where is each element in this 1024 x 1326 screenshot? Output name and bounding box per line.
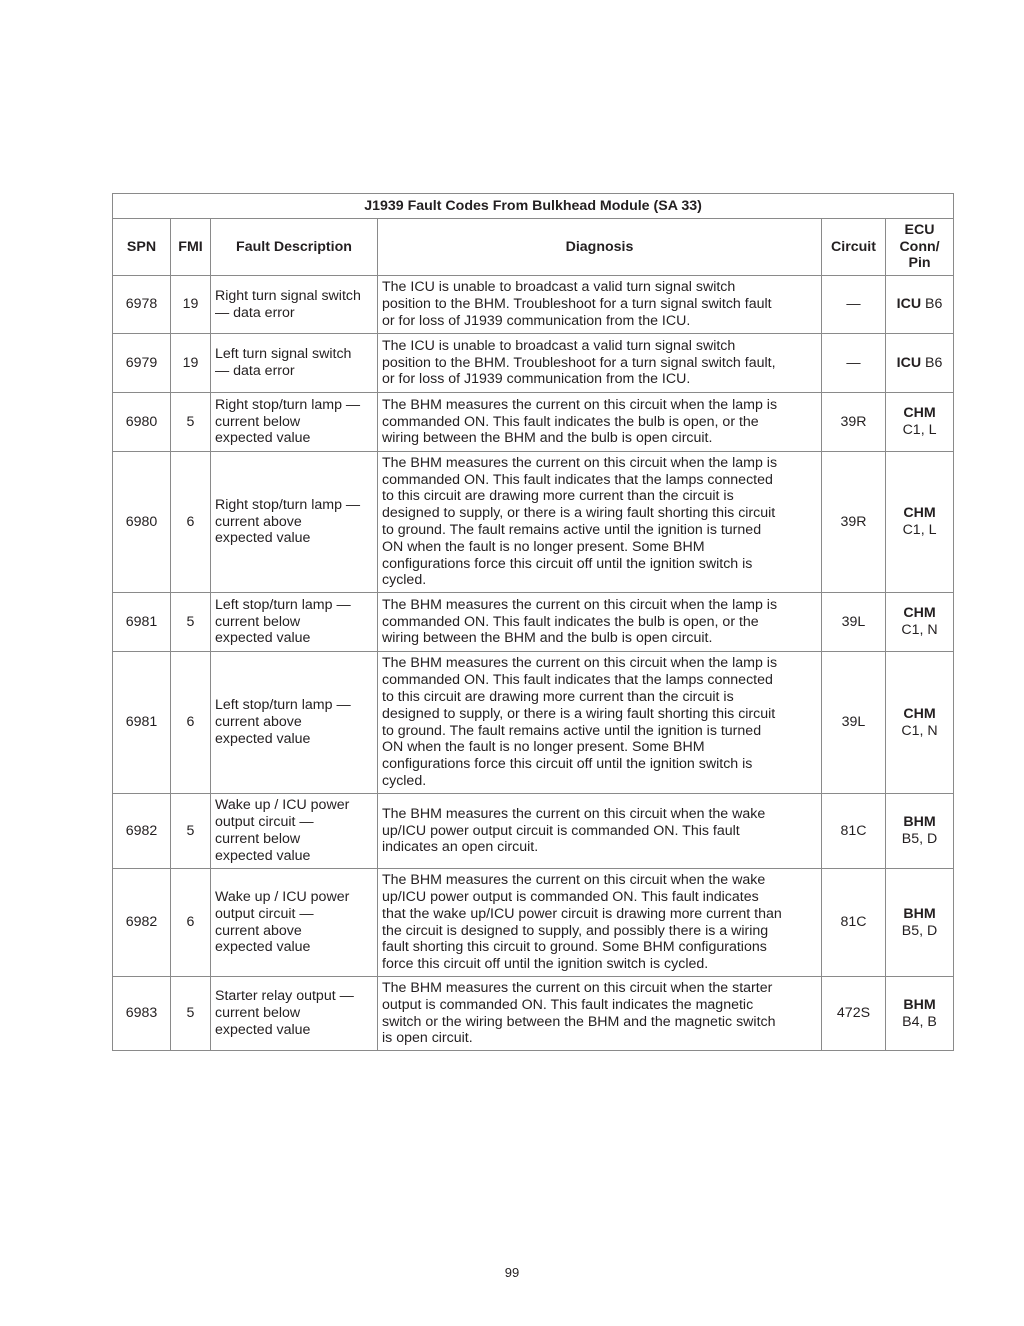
ecu-conn-pin-cell (886, 276, 954, 334)
ecu-module: ICU (896, 354, 922, 371)
diagnosis-line: commanded ON. This fault indicates that the lamps connected (382, 672, 773, 689)
fmi-cell: 19 (171, 334, 211, 393)
diagnosis-line: The ICU is unable to broadcast a valid turn signal switch (382, 279, 736, 296)
diagnosis-cell (378, 452, 822, 593)
fault-description-line: current above (215, 922, 302, 939)
fault-description-line: — data error (215, 304, 295, 321)
diagnosis-line: ON when the fault is no longer present. Some BHM (382, 538, 705, 555)
ecu-conn-pin-cell (886, 977, 954, 1051)
fmi-cell: 5 (171, 977, 211, 1051)
ecu-module: CHM (903, 705, 936, 722)
diagnosis-line: is open circuit. (382, 1030, 473, 1047)
fault-description-line: Right stop/turn lamp — (215, 496, 361, 513)
diagnosis-line: or for loss of J1939 communication from the ICU. (382, 312, 691, 329)
diagnosis-line: cycled. (382, 772, 427, 789)
circuit-cell: 39R (822, 452, 886, 593)
fault-description-line: expected value (215, 730, 311, 747)
diagnosis-line: output is commanded ON. This fault indicates the magnetic (382, 996, 754, 1013)
table-row (113, 276, 954, 334)
table-row (113, 869, 954, 977)
spn-cell: 6980 (113, 393, 171, 452)
diagnosis-line: configurations force this circuit off until the ignition switch is (382, 555, 753, 572)
diagnosis-line: cycled. (382, 572, 427, 589)
fault-description-cell (211, 593, 378, 652)
ecu-connector-pin: C1, N (901, 622, 938, 638)
diagnosis-line: commanded ON. This fault indicates that the lamps connected (382, 471, 773, 488)
table-row (113, 794, 954, 869)
fmi-cell: 5 (171, 393, 211, 452)
diagnosis-cell (378, 276, 822, 334)
fault-description-line: current below (215, 1005, 301, 1022)
spn-cell: 6981 (113, 593, 171, 652)
table-row (113, 393, 954, 452)
diagnosis-line: force this circuit off until the ignition switch is cycled. (382, 956, 709, 973)
diagnosis-line: commanded ON. This fault indicates the bulb is open, or the (382, 413, 759, 430)
diagnosis-line: The BHM measures the current on this circuit when the wake (382, 805, 766, 822)
fault-description-cell (211, 977, 378, 1051)
fault-description-line: Left turn signal switch (215, 346, 352, 363)
diagnosis-line: that the wake up/ICU power circuit is drawing more current than (382, 905, 782, 922)
fault-description-line: Right turn signal switch (215, 287, 361, 304)
circuit-cell: 81C (822, 794, 886, 869)
diagnosis-line: or for loss of J1939 communication from the ICU. (382, 371, 691, 388)
ecu-module: CHM (903, 505, 936, 521)
diagnosis-cell (378, 393, 822, 452)
column-header-row (113, 219, 954, 276)
header-ecu-line1: ECU (904, 221, 935, 238)
spn-cell: 6978 (113, 276, 171, 334)
ecu-connector-pin: B6 (925, 296, 943, 312)
circuit-cell: — (822, 276, 886, 334)
diagnosis-line: up/ICU power output circuit is commanded ON. This fault (382, 822, 740, 839)
diagnosis-line: The BHM measures the current on this circuit when the starter (382, 979, 773, 996)
table-row (113, 593, 954, 652)
fault-description-line: output circuit — (215, 905, 314, 922)
ecu-connector-pin: C1, L (902, 422, 937, 438)
ecu-connector-pin: B5, D (901, 922, 938, 939)
circuit-cell: — (822, 334, 886, 393)
ecu-module: BHM (903, 905, 936, 922)
table-row (113, 977, 954, 1051)
table-title: J1939 Fault Codes From Bulkhead Module (SA 33) (113, 194, 954, 219)
circuit-cell: 39L (822, 652, 886, 794)
fmi-cell: 6 (171, 869, 211, 977)
spn-cell: 6979 (113, 334, 171, 393)
diagnosis-line: ON when the fault is no longer present. Some BHM (382, 739, 705, 756)
ecu-module: ICU (896, 296, 922, 312)
fault-description-line: Left stop/turn lamp — (215, 697, 351, 714)
diagnosis-line: The BHM measures the current on this circuit when the lamp is (382, 655, 778, 672)
ecu-module: BHM (903, 996, 936, 1013)
page-number: 99 (504, 1265, 520, 1280)
diagnosis-line: The BHM measures the current on this circuit when the lamp is (382, 396, 778, 413)
diagnosis-line: wiring between the BHM and the bulb is open circuit. (382, 430, 713, 447)
circuit-cell: 39L (822, 593, 886, 652)
spn-cell: 6982 (113, 869, 171, 977)
diagnosis-line: configurations force this circuit off until the ignition switch is (382, 756, 753, 773)
fault-description-line: Left stop/turn lamp — (215, 596, 351, 613)
fault-description-line: current below (215, 413, 301, 430)
fault-description-line: expected value (215, 430, 311, 447)
header-circuit: Circuit (822, 219, 886, 276)
fault-description-line: current above (215, 714, 302, 731)
ecu-connector-pin: C1, N (901, 722, 938, 739)
ecu-connector-pin: C1, L (902, 522, 937, 538)
diagnosis-cell (378, 869, 822, 977)
diagnosis-line: position to the BHM. Troubleshoot for a turn signal switch fault, (382, 354, 776, 371)
diagnosis-line: to ground. The fault remains active until the ignition is turned (382, 722, 762, 739)
header-fmi: FMI (171, 219, 211, 276)
diagnosis-line: designed to supply, or there is a wiring fault shorting this circuit (382, 705, 776, 722)
ecu-conn-pin-cell (886, 794, 954, 869)
fault-description-cell (211, 794, 378, 869)
fmi-cell: 6 (171, 652, 211, 794)
ecu-conn-pin-cell (886, 652, 954, 794)
diagnosis-line: The BHM measures the current on this circuit when the lamp is (382, 454, 778, 471)
diagnosis-line: The BHM measures the current on this circuit when the lamp is (382, 596, 778, 613)
diagnosis-cell (378, 593, 822, 652)
diagnosis-line: fault shorting this circuit to ground. Some BHM configurations (382, 939, 767, 956)
ecu-module: CHM (903, 405, 936, 421)
diagnosis-line: switch or the wiring between the BHM and the magnetic switch (382, 1013, 776, 1030)
table-row (113, 652, 954, 794)
circuit-cell: 81C (822, 869, 886, 977)
ecu-module: CHM (903, 605, 936, 621)
ecu-conn-pin-cell (886, 869, 954, 977)
header-fault-description: Fault Description (211, 219, 378, 276)
fault-description-cell (211, 452, 378, 593)
fault-description-line: Wake up / ICU power (215, 797, 350, 814)
header-ecu-line3: Pin (908, 255, 931, 272)
header-diagnosis: Diagnosis (378, 219, 822, 276)
diagnosis-line: wiring between the BHM and the bulb is open circuit. (382, 630, 713, 647)
fmi-cell: 5 (171, 593, 211, 652)
ecu-conn-pin-cell (886, 593, 954, 652)
fault-description-line: — data error (215, 363, 295, 379)
spn-cell: 6981 (113, 652, 171, 794)
fault-description-line: expected value (215, 530, 311, 547)
diagnosis-line: indicates an open circuit. (382, 839, 539, 856)
table-row (113, 452, 954, 593)
fmi-cell: 5 (171, 794, 211, 869)
fmi-cell: 6 (171, 452, 211, 593)
fault-description-line: current below (215, 831, 301, 847)
fault-description-line: current above (215, 513, 302, 530)
spn-cell: 6982 (113, 794, 171, 869)
fault-description-line: output circuit — (215, 814, 314, 831)
ecu-connector-pin: B5, D (901, 831, 938, 847)
fault-code-table (112, 193, 954, 1051)
fault-description-cell (211, 652, 378, 794)
table-body (113, 276, 954, 1051)
header-ecu-line2: Conn/ (899, 238, 940, 255)
fault-description-cell (211, 334, 378, 393)
fault-description-cell (211, 276, 378, 334)
diagnosis-line: to this circuit are drawing more current than the circuit is (382, 688, 734, 705)
diagnosis-line: to ground. The fault remains active until the ignition is turned (382, 522, 762, 538)
fault-description-line: Wake up / ICU power (215, 888, 350, 905)
ecu-connector-pin: B6 (925, 354, 943, 371)
diagnosis-line: position to the BHM. Troubleshoot for a turn signal switch fault (382, 296, 772, 313)
header-spn: SPN (113, 219, 171, 276)
fault-description-line: expected value (215, 630, 311, 647)
diagnosis-line: commanded ON. This fault indicates the bulb is open, or the (382, 613, 759, 630)
diagnosis-cell (378, 977, 822, 1051)
fault-description-line: expected value (215, 847, 311, 864)
circuit-cell: 472S (822, 977, 886, 1051)
ecu-conn-pin-cell (886, 334, 954, 393)
table-row (113, 334, 954, 393)
fault-description-line: Starter relay output — (215, 988, 354, 1005)
diagnosis-line: the circuit is designed to supply, and possibly there is a wiring (382, 922, 769, 939)
diagnosis-line: to this circuit are drawing more current than the circuit is (382, 488, 734, 505)
circuit-cell: 39R (822, 393, 886, 452)
diagnosis-line: up/ICU power output is commanded ON. This fault indicates (382, 888, 759, 905)
spn-cell: 6983 (113, 977, 171, 1051)
diagnosis-cell (378, 794, 822, 869)
diagnosis-line: The ICU is unable to broadcast a valid turn signal switch (382, 337, 736, 354)
spn-cell: 6980 (113, 452, 171, 593)
diagnosis-cell (378, 334, 822, 393)
fault-description-line: expected value (215, 939, 311, 956)
diagnosis-cell (378, 652, 822, 794)
diagnosis-line: The BHM measures the current on this circuit when the wake (382, 872, 766, 889)
ecu-conn-pin-cell (886, 393, 954, 452)
ecu-conn-pin-cell (886, 452, 954, 593)
fault-description-line: Right stop/turn lamp — (215, 396, 361, 413)
fault-description-line: expected value (215, 1021, 311, 1038)
diagnosis-line: designed to supply, or there is a wiring fault shorting this circuit (382, 505, 776, 522)
header-ecu-conn-pin (886, 219, 954, 276)
ecu-connector-pin: B4, B (902, 1013, 937, 1030)
ecu-module: BHM (903, 814, 936, 830)
fault-description-cell (211, 393, 378, 452)
fault-description-line: current below (215, 613, 301, 630)
fault-description-cell (211, 869, 378, 977)
fmi-cell: 19 (171, 276, 211, 334)
